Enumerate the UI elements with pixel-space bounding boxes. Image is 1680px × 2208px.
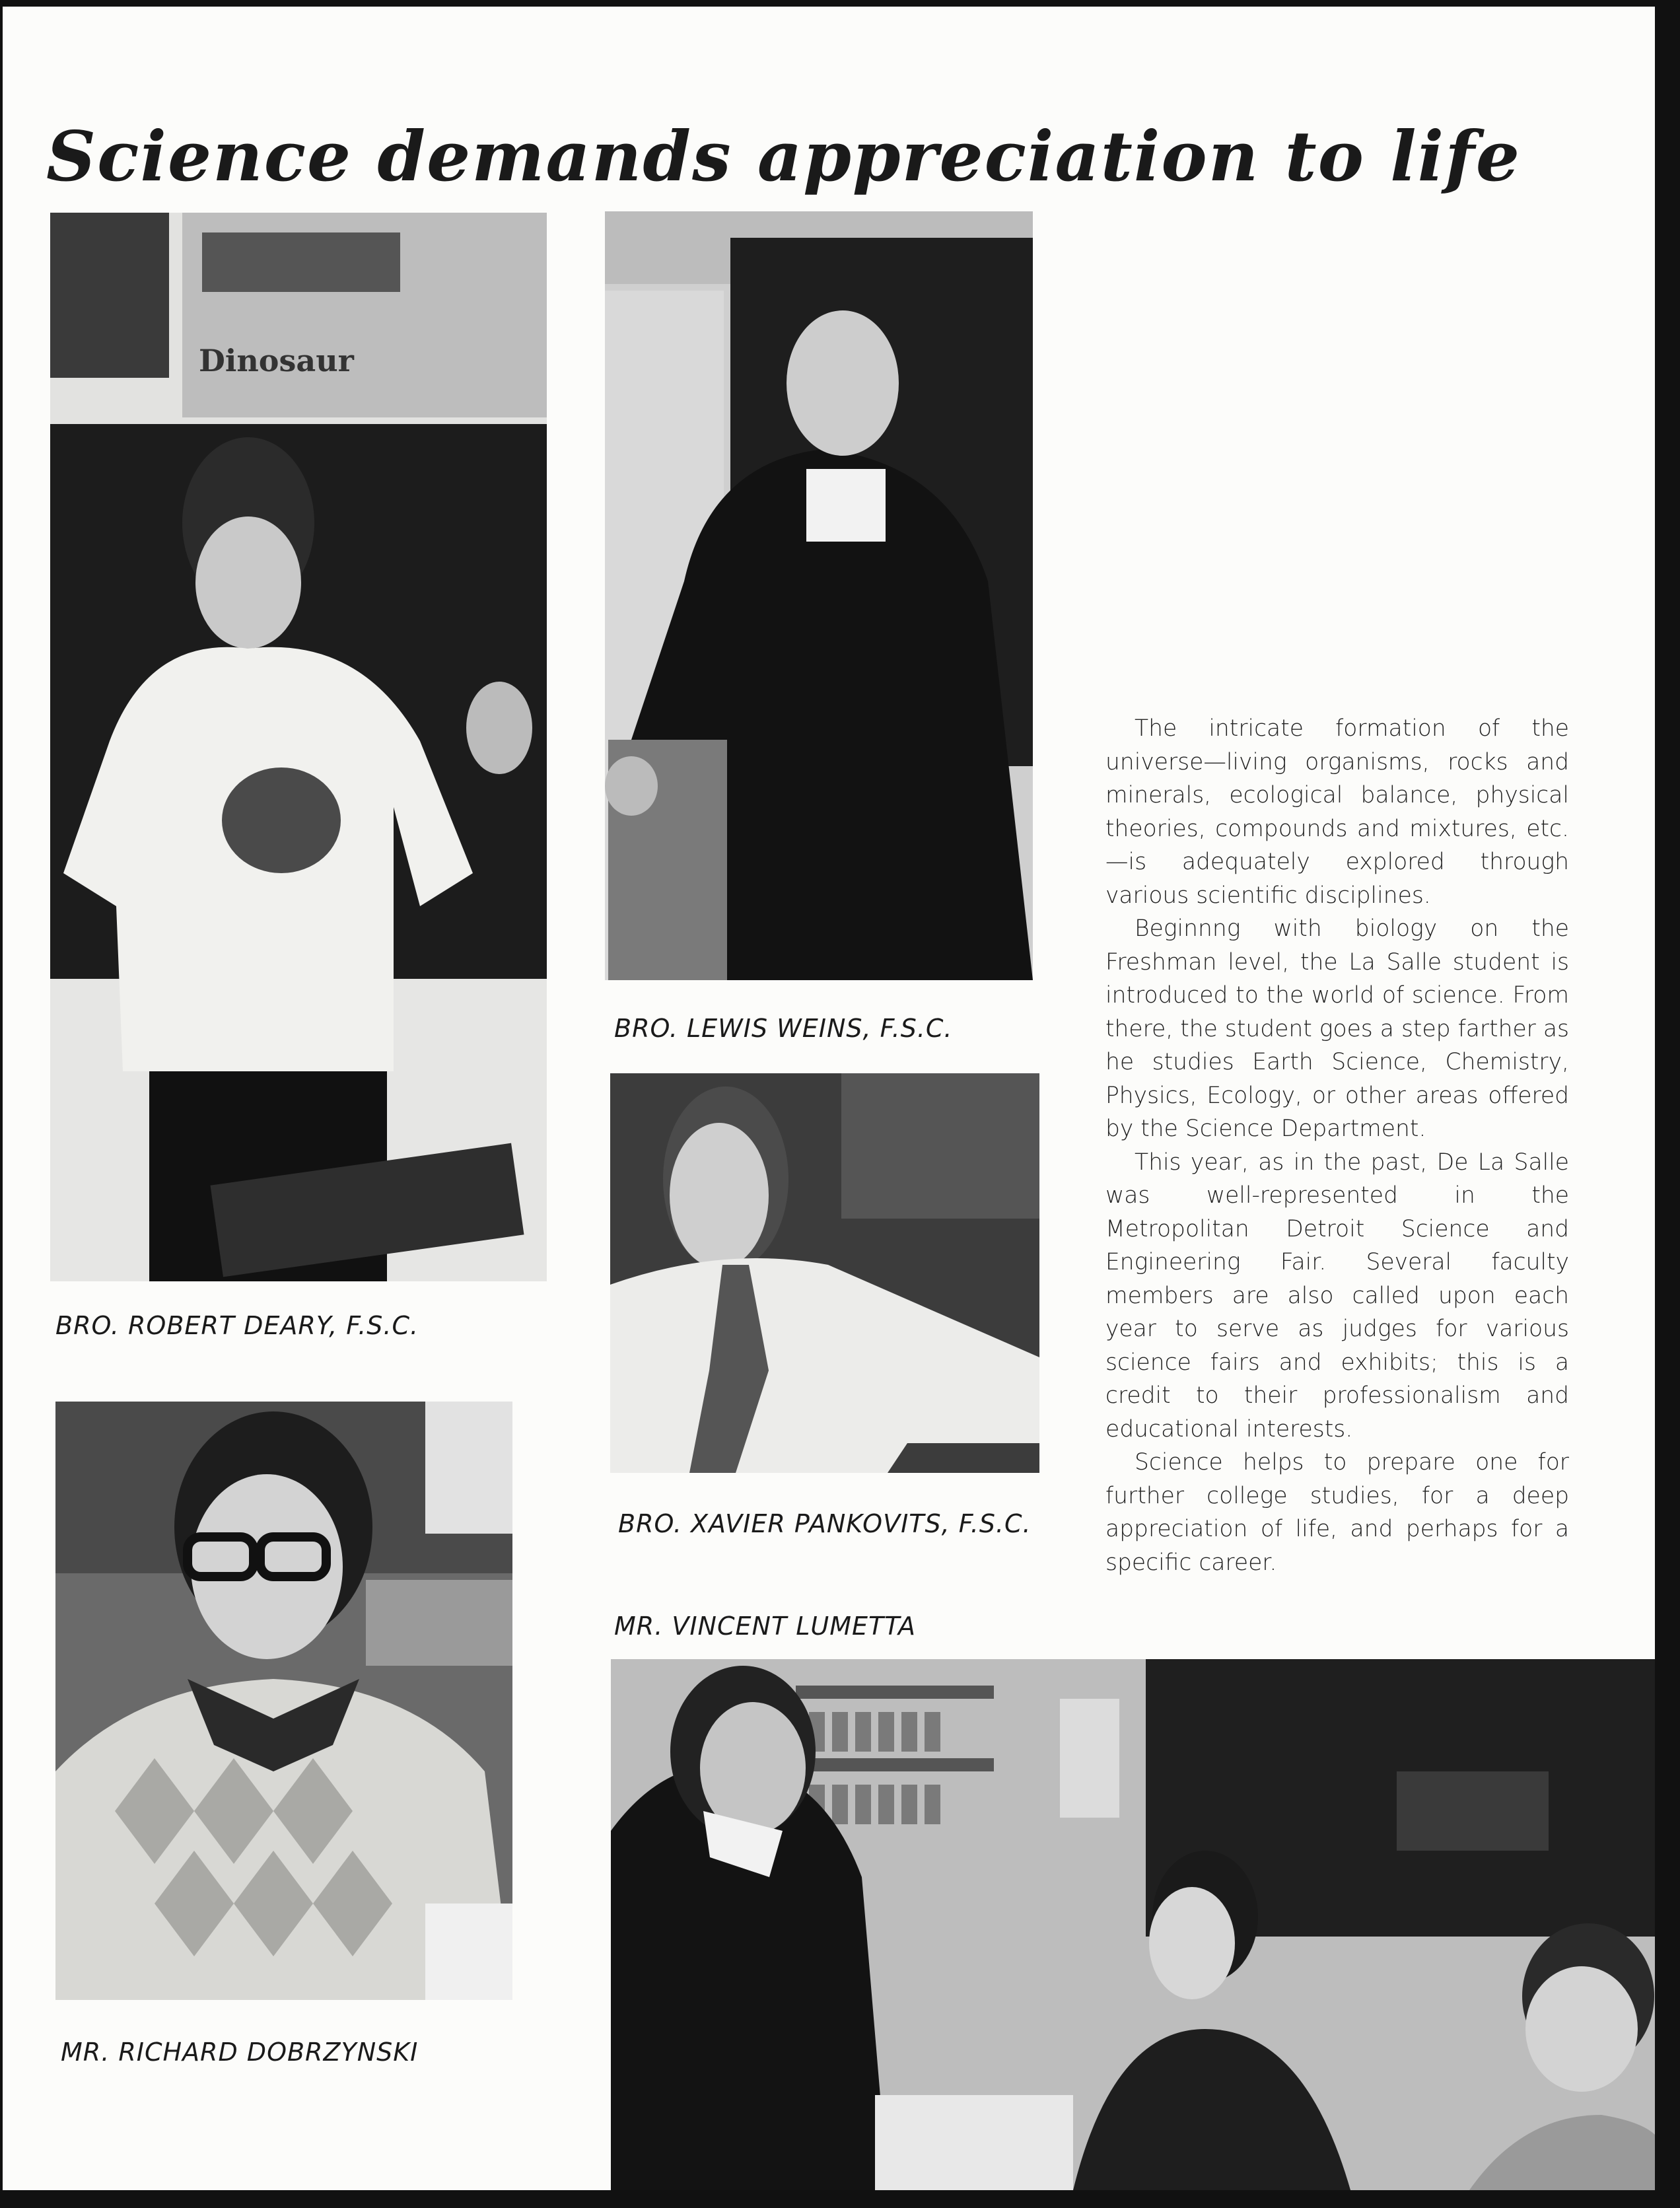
photo-lewis-weins — [605, 211, 1033, 980]
caption-xavier-pankovits: BRO. XAVIER PANKOVITS, F.S.C. — [618, 1509, 1032, 1538]
article-paragraph: Beginnng with biology on the Freshman level, the La Salle student is introduced to the world of science. From there, the student goes a step farther as he studies Earth Science, Chemistry, Physics, Ecology, or other areas offered by the Science Department. — [1105, 915, 1569, 1142]
article-paragraph: This year, as in the past, De La Salle was well-represented in the Metropolitan Detroit Science and Engineering Fair. Several faculty members are also called upon each year to serve as judges for various science fairs and exhibits; this is a credit to their professionalism and educational interests. — [1105, 1149, 1569, 1442]
caption-vincent-lumetta: MR. VINCENT LUMETTA — [614, 1612, 916, 1641]
article-paragraph: The intricate formation of the universe—living organisms, rocks and minerals, ecological balance, physical theories, compounds and mixtures, etc.—is adequately explored through various scientific disciplines. — [1105, 715, 1569, 909]
caption-robert-deary: BRO. ROBERT DEARY, F.S.C. — [55, 1311, 419, 1340]
article-body — [1105, 712, 1569, 1579]
dinosaur-poster-text: Dinosaur — [199, 343, 354, 378]
article-paragraph: Science helps to prepare one for further college studies, for a deep appreciation of life, and perhaps for a specific career. — [1105, 1449, 1569, 1576]
photo-classroom-lab — [611, 1659, 1655, 2190]
caption-lewis-weins: BRO. LEWIS WEINS, F.S.C. — [614, 1014, 953, 1043]
page-title: Science demands appreciation to life — [46, 115, 1522, 197]
photo-xavier-pankovits — [610, 1073, 1039, 1473]
caption-richard-dobrzynski: MR. RICHARD DOBRZYNSKI — [61, 2038, 419, 2067]
yearbook-page — [3, 7, 1655, 2190]
photo-richard-dobrzynski — [55, 1402, 512, 2000]
photo-robert-deary — [50, 213, 547, 1281]
